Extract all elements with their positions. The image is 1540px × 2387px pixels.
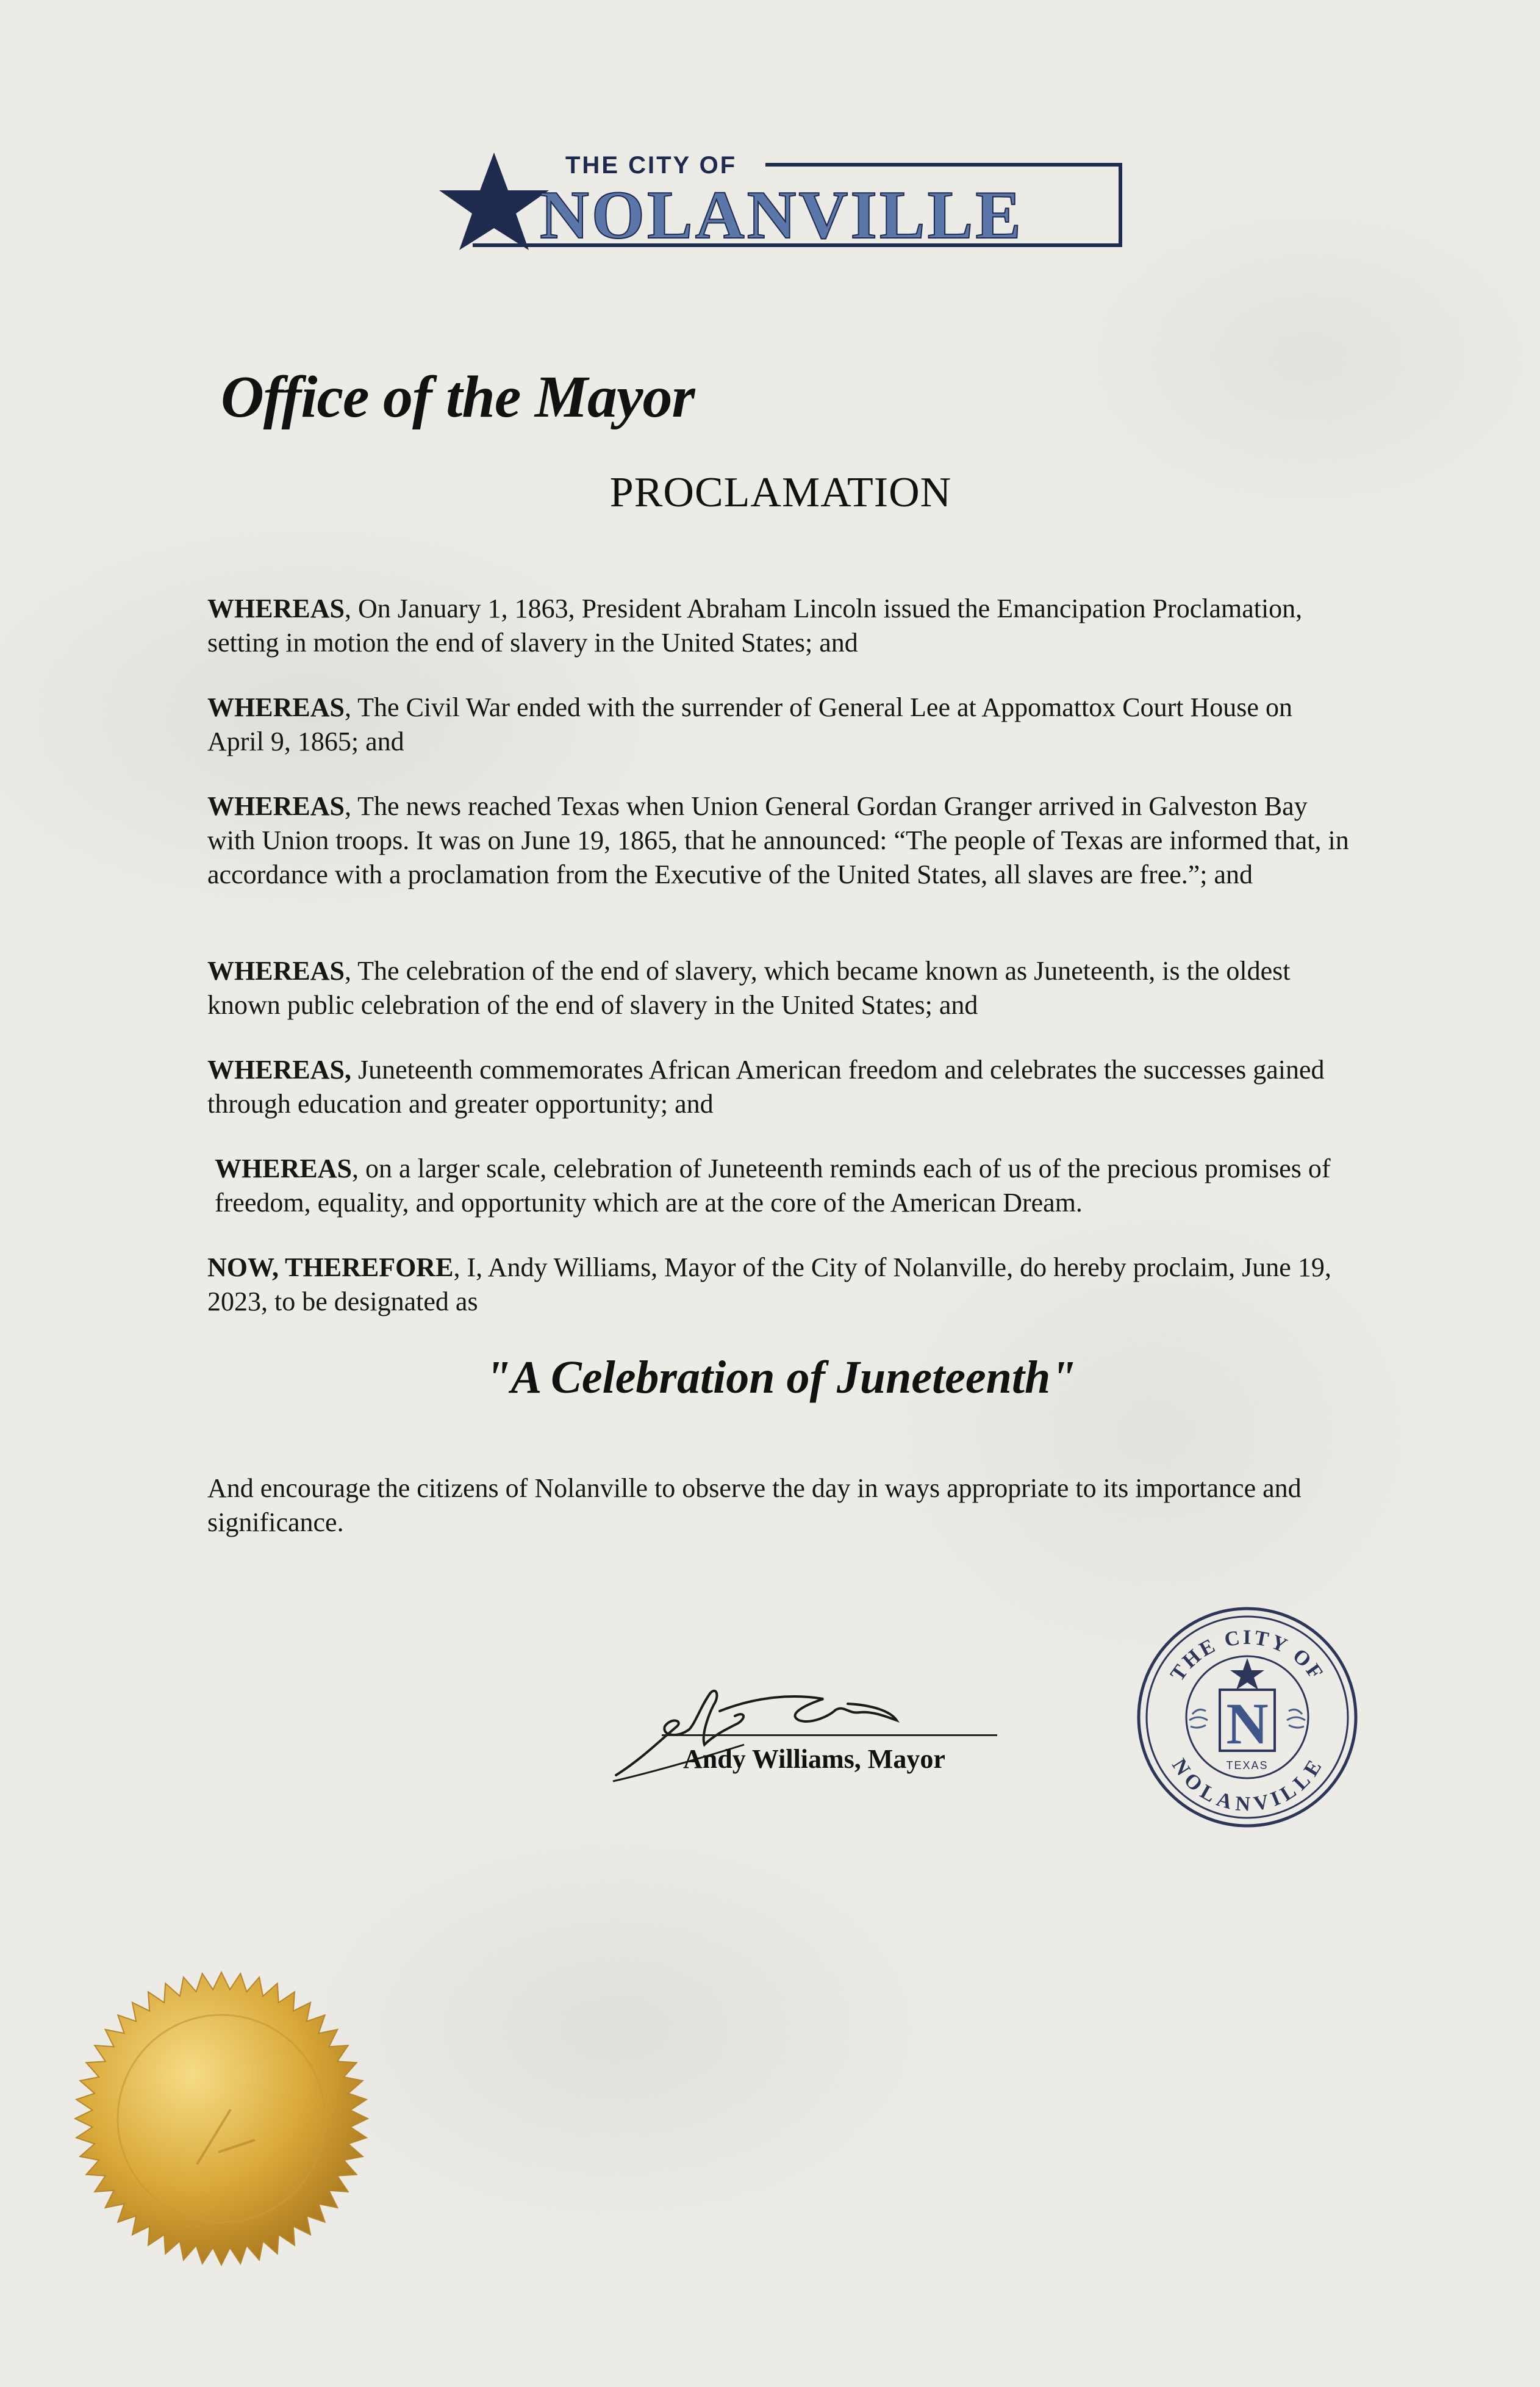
closing-paragraph: And encourage the citizens of Nolanville to observe the day in ways appropriate to its importance and significance. <box>207 1473 1302 1537</box>
mayor-signature <box>604 1668 1000 1797</box>
logo-star-icon <box>439 153 549 250</box>
whereas-paragraph-3: WHEREAS, The news reached Texas when Union General Gordan Granger arrived in Galveston Bay with Union troops. It was on June 19, 1865, that he announced: “The people of Texas are informed that, in accordance with a proclamation from the Executive of the United States, all slaves are free.”; and <box>207 791 1349 889</box>
city-seal-stamp <box>1134 1604 1360 1830</box>
whereas-paragraph-2: WHEREAS, The Civil War ended with the surrender of General Lee at Appomattox Court House on April 9, 1865; and <box>207 692 1292 756</box>
signature-line <box>662 1734 997 1736</box>
signatory-name: Andy Williams, Mayor <box>683 1744 945 1774</box>
seal-letter: N <box>1226 1691 1269 1756</box>
seal-star-icon <box>1230 1658 1264 1690</box>
logo-city-name: NOLANVILLE <box>540 178 1024 250</box>
whereas-paragraph-1: WHEREAS, On January 1, 1863, President Abraham Lincoln issued the Emancipation Proclamation, setting in motion the end of slavery in the United States; and <box>207 594 1303 658</box>
whereas-paragraph-5: WHEREAS, Juneteenth commemorates African American freedom and celebrates the successes gained through education and greater opportunity; and <box>207 1055 1325 1119</box>
proclamation-title: PROCLAMATION <box>609 469 952 516</box>
city-logo <box>436 153 1125 250</box>
seal-state-text: TEXAS <box>1226 1759 1269 1771</box>
seal-bottom-text: NOLANVILLE <box>1167 1754 1327 1816</box>
therefore-paragraph: NOW, THEREFORE, I, Andy Williams, Mayor of the City of Nolanville, do hereby proclaim, June 19, 2023, to be designated as <box>207 1252 1331 1316</box>
seal-laurel-left-icon <box>1189 1709 1208 1728</box>
whereas-paragraph-6: WHEREAS, on a larger scale, celebration of Juneteenth reminds each of us of the precious promises of freedom, equality, and opportunity which are at the core of the American Dream. <box>215 1154 1331 1218</box>
gold-foil-seal <box>72 1969 371 2268</box>
whereas-paragraph-4: WHEREAS, The celebration of the end of slavery, which became known as Juneteenth, is the oldest known public celebration of the end of slavery in the United States; and <box>207 956 1291 1020</box>
seal-top-text: THE CITY OF <box>1166 1626 1329 1685</box>
office-heading: Office of the Mayor <box>221 364 695 430</box>
designation-title: "A Celebration of Juneteenth" <box>485 1352 1076 1403</box>
seal-laurel-right-icon <box>1287 1709 1305 1728</box>
logo-top-line: THE CITY OF <box>565 153 737 179</box>
